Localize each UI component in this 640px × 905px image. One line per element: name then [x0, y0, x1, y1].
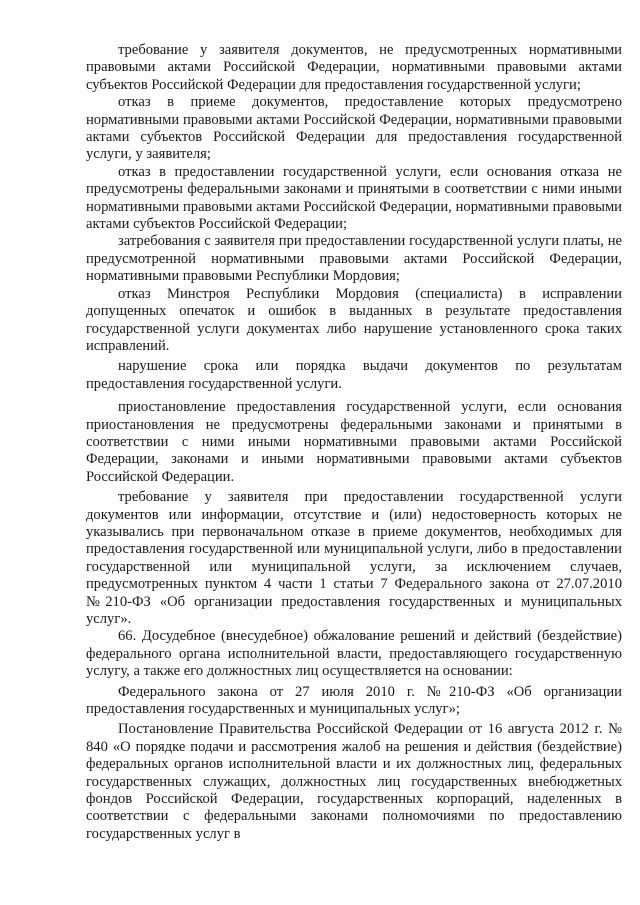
document-body	[86, 42, 622, 843]
paragraph-2: отказ в приеме документов, предоставление которых предусмотрено нормативными правовыми актами Российской Федерации, нормативными правовыми актами субъектов Российской Федерации для предоставления государственной услуги, у заявителя;	[86, 94, 622, 163]
paragraph-9-section-66: 66. Досудебное (внесудебное) обжалование решений и действий (бездействие) федерального органа исполнительной власти, предоставляющего государственную услугу, а также его должностных лиц осуществляется на основании:	[86, 628, 622, 680]
paragraph-1: требование у заявителя документов, не предусмотренных нормативными правовыми актами Российской Федерации, нормативными правовыми актами субъектов Российской Федерации для предоставления государственной услуги;	[86, 42, 622, 93]
paragraph-11: Постановление Правительства Российской Федерации от 16 августа 2012 г. № 840 «О порядке подачи и рассмотрения жалоб на решения и действия (бездействие) федеральных органов исполнительной власти и их должностных лиц, федеральных государственных служащих, должностных лиц государственных внебюджетных фондов Российской Федерации, государственных корпораций, наделенных в соответствии с федеральными законами полномочиями по предоставлению государственных услуг в	[86, 721, 622, 842]
paragraph-10: Федерального закона от 27 июля 2010 г. №210-ФЗ «Об организации предоставления государственных и муниципальных услуг»;	[86, 683, 622, 718]
paragraph-5: отказ Минстроя Республики Мордовия (специалиста) в исправлении допущенных опечаток и ошибок в выданных в результате предоставления государственной услуги документах либо нарушение установленного срока таких исправлений.	[86, 285, 622, 354]
paragraph-6: нарушение срока или порядка выдачи документов по результатам предоставления государственной услуги.	[86, 358, 622, 392]
paragraph-4: затребования с заявителя при предоставлении государственной услуги платы, не предусмотренной нормативными правовыми актами Российской Федерации, нормативными правовыми Республики Мордовия;	[86, 233, 622, 285]
paragraph-7: приостановление предоставления государственной услуги, если основания приостановления не предусмотрены федеральными законами и принятыми в соответствии с ними иными нормативными правовыми актами Российской Федерации, законами и иными нормативными правовыми актами субъектов Российской Федерации.	[86, 399, 622, 485]
paragraph-3: отказ в предоставлении государственной услуги, если основания отказа не предусмотрены федеральными законами и принятыми в соответствии с ними иными нормативными правовыми актами Российской Федерации, нормативными правовыми актами субъектов Российской Федерации;	[86, 163, 622, 233]
paragraph-8: требование у заявителя при предоставлении государственной услуги документов или информации, отсутствие и (или) недостоверность которых не указывались при первоначальном отказе в приеме документов, необходимых для предоставления государственной или муниципальной услуги, либо в предоставлении государственной или муниципальной услуги, за исключением случаев, предусмотренных пунктом 4 части 1 статьи 7 Федерального закона от 27.07.2010 №210-ФЗ «Об организации предоставления государственных и муниципальных услуг».	[86, 489, 622, 627]
